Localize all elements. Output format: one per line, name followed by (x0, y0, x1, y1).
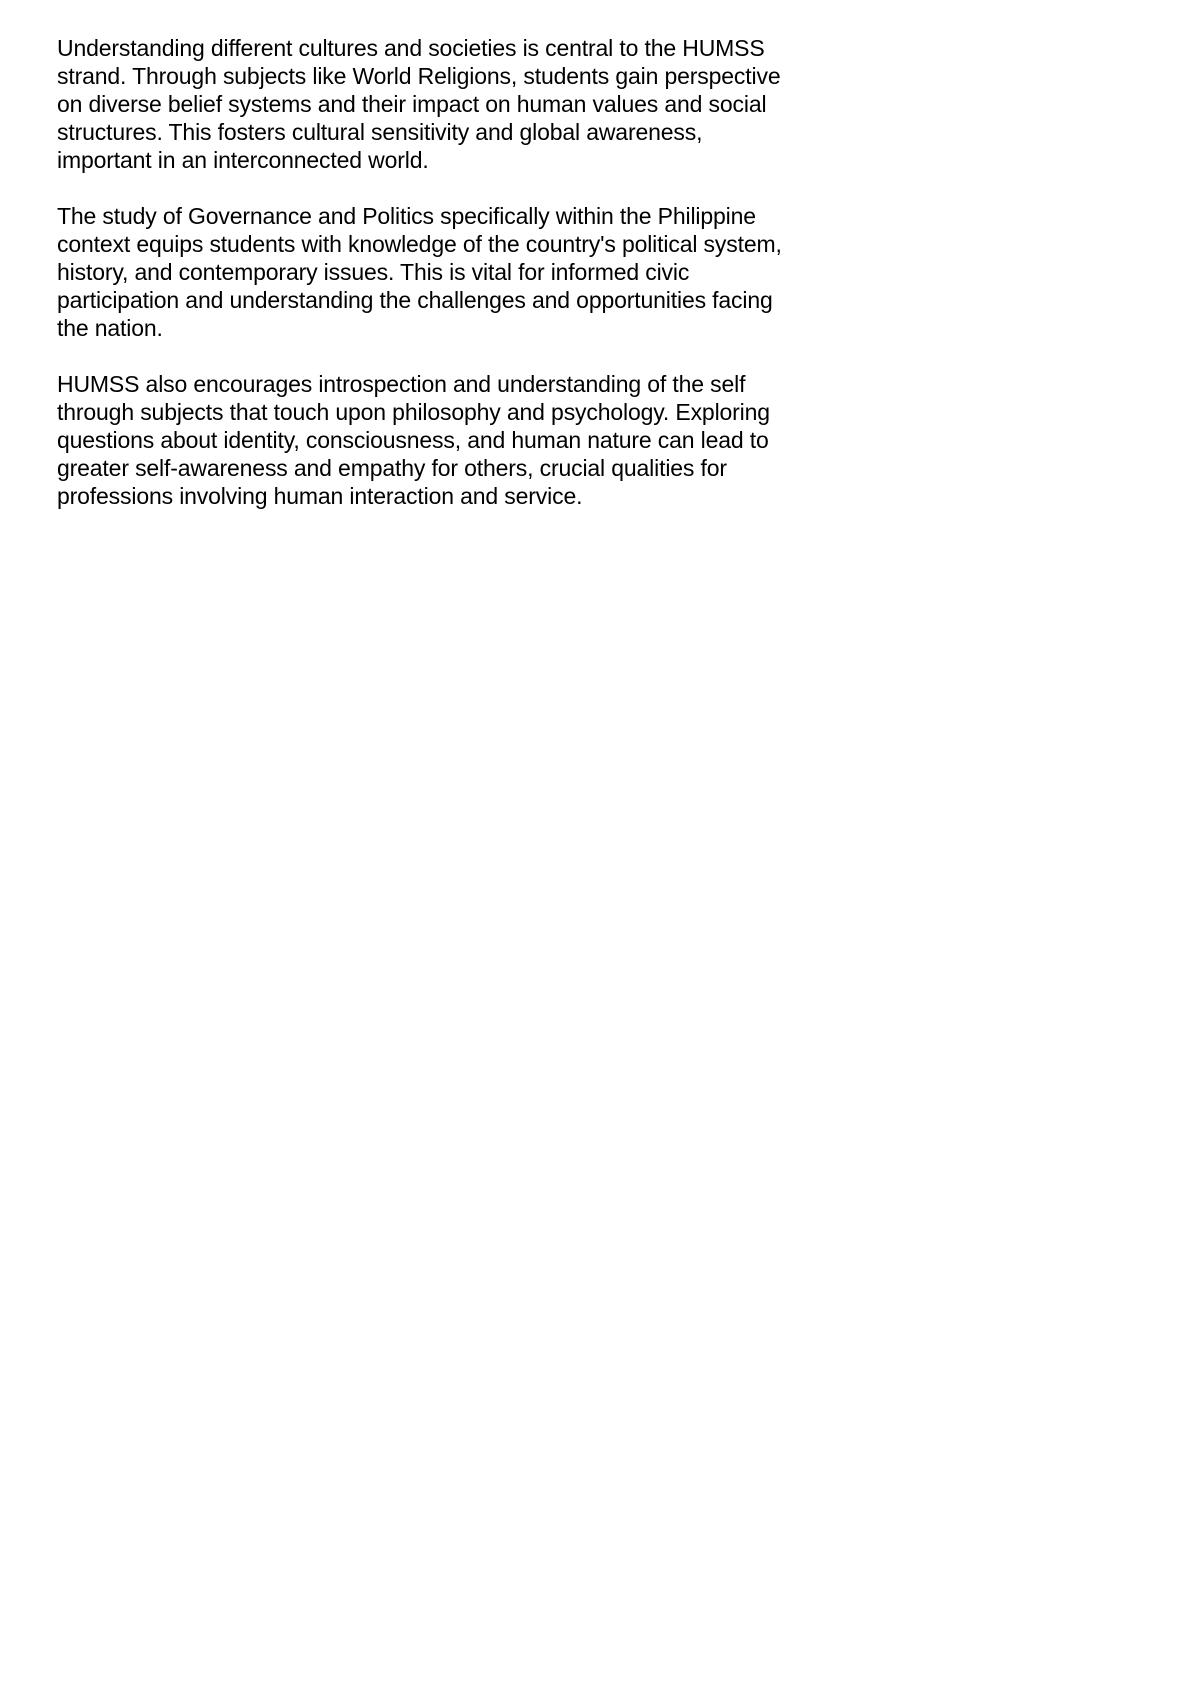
text-line: important in an interconnected world. (57, 147, 429, 173)
text-line: HUMSS also encourages introspection and understanding of the self (57, 371, 746, 397)
text-line: Understanding different cultures and societies is central to the HUMSS (57, 35, 765, 61)
text-line: participation and understanding the challenges and opportunities facing (57, 287, 773, 313)
text-line: structures. This fosters cultural sensitivity and global awareness, (57, 119, 703, 145)
text-line: questions about identity, consciousness, and human nature can lead to (57, 427, 769, 453)
document-body (57, 34, 857, 538)
text-line: on diverse belief systems and their impact on human values and social (57, 91, 767, 117)
paragraph-cultures (57, 34, 857, 174)
text-line: professions involving human interaction and service. (57, 483, 583, 509)
text-line: the nation. (57, 315, 163, 341)
text-line: The study of Governance and Politics specifically within the Philippine (57, 203, 756, 229)
paragraph-self-understanding (57, 370, 857, 510)
text-line: strand. Through subjects like World Religions, students gain perspective (57, 63, 781, 89)
text-line: context equips students with knowledge of the country's political system, (57, 231, 782, 257)
paragraph-governance (57, 202, 857, 342)
text-line: history, and contemporary issues. This is vital for informed civic (57, 259, 690, 285)
text-line: through subjects that touch upon philosophy and psychology. Exploring (57, 399, 770, 425)
text-line: greater self-awareness and empathy for others, crucial qualities for (57, 455, 727, 481)
